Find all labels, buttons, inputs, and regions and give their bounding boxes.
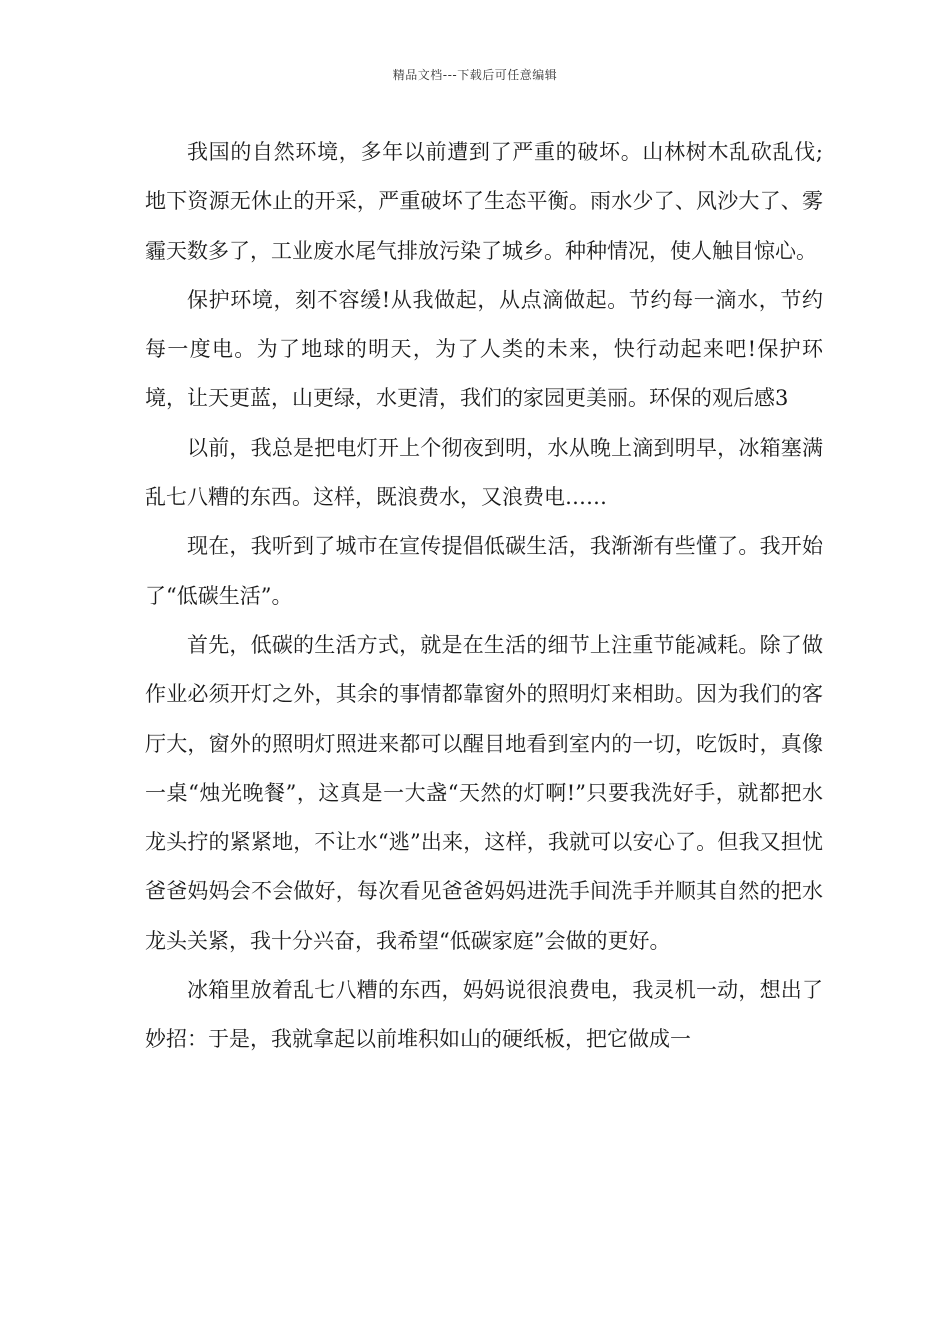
paragraph: 保护环境，刻不容缓!从我做起，从点滴做起。节约每一滴水，节约每一度电。为了地球的明天，为了人类的未来，快行动起来吧!保护环境，让天更蓝，山更绿，水更清，我们的家园更美丽。环保的观后感3 — [145, 287, 823, 411]
document-body — [145, 128, 823, 1065]
paragraph: 以前，我总是把电灯开上个彻夜到明，水从晚上滴到明早，冰箱塞满乱七八糟的东西。这样，既浪费水，又浪费电…… — [145, 435, 823, 510]
paragraph: 首先，低碳的生活方式，就是在生活的细节上注重节能减耗。除了做作业必须开灯之外，其余的事情都靠窗外的照明灯来相助。因为我们的客厅大，窗外的照明灯照进来都可以醒目地看到室内的一切，吃饭时，真像一桌“烛光晚餐”，这真是一大盏“天然的灯啊!”只要我洗好手，就都把水龙头拧的紧紧地，不让水“逃”出来，这样，我就可以安心了。但我又担忧爸爸妈妈会不会做好，每次看见爸爸妈妈进洗手间洗手并顺其自然的把水龙头关紧，我十分兴奋，我希望“低碳家庭”会做的更好。 — [145, 632, 823, 953]
page-header: 精品文档---下载后可任意编辑 — [392, 68, 558, 82]
paragraph: 我国的自然环境，多年以前遭到了严重的破坏。山林树木乱砍乱伐;地下资源无休止的开采，严重破坏了生态平衡。雨水少了、风沙大了、雾霾天数多了，工业废水尾气排放污染了城乡。种种情况，使人触目惊心。 — [145, 140, 823, 263]
paragraph: 冰箱里放着乱七八糟的东西，妈妈说很浪费电，我灵机一动，想出了妙招：于是，我就拿起以前堆积如山的硬纸板，把它做成一 — [145, 978, 823, 1052]
paragraph: 现在，我听到了城市在宣传提倡低碳生活，我渐渐有些懂了。我开始了“低碳生活”。 — [145, 534, 823, 608]
